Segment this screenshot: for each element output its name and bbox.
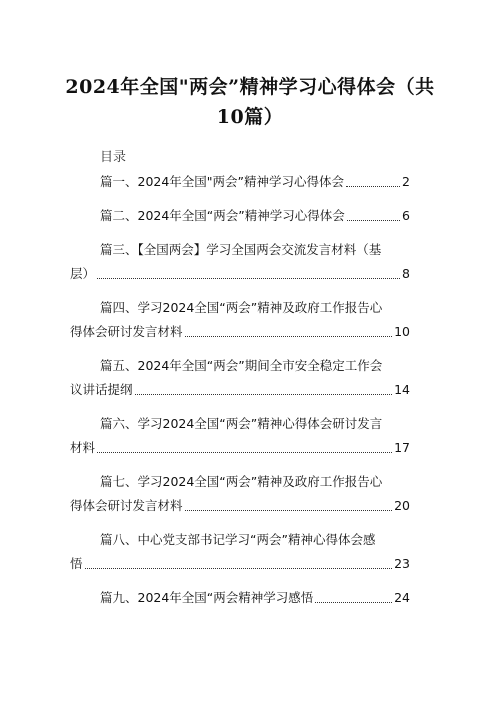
toc-entry[interactable] bbox=[70, 296, 410, 344]
toc-entry-text: 篇一、2024年全国"两会”精神学习心得体会 bbox=[100, 174, 345, 189]
dot-leader bbox=[97, 278, 400, 279]
toc-page-number: 17 bbox=[394, 440, 410, 455]
toc-entry-text-cont: 议讲话提纲 bbox=[70, 382, 133, 397]
toc-page-number: 23 bbox=[394, 556, 410, 571]
dot-leader bbox=[347, 220, 400, 221]
toc-list bbox=[70, 170, 410, 620]
toc-entry-text-cont: 得体会研讨发言材料 bbox=[70, 324, 183, 339]
toc-entry[interactable] bbox=[70, 354, 410, 402]
toc-entry-text-cont: 得体会研讨发言材料 bbox=[70, 498, 183, 513]
toc-entry-text: 篇八、中心党支部书记学习“两会”精神心得体会感 bbox=[100, 532, 376, 547]
dot-leader bbox=[185, 510, 393, 511]
toc-page-number: 24 bbox=[394, 590, 410, 605]
toc-entry[interactable] bbox=[70, 204, 410, 228]
toc-entry-text-cont: 材料 bbox=[70, 440, 96, 455]
toc-page-number: 10 bbox=[394, 324, 410, 339]
dot-leader bbox=[315, 602, 392, 603]
dot-leader bbox=[135, 394, 393, 395]
toc-entry-text: 篇六、学习2024全国“两会”精神心得体会研讨发言 bbox=[100, 416, 383, 431]
toc-entry-text: 篇四、学习2024全国“两会”精神及政府工作报告心 bbox=[100, 300, 383, 315]
toc-entry[interactable] bbox=[70, 412, 410, 460]
toc-entry-text-cont: 悟 bbox=[70, 556, 83, 571]
document-title: 2024年全国"两会”精神学习心得体会（共10篇） bbox=[65, 76, 435, 128]
toc-page-number: 8 bbox=[402, 266, 410, 281]
toc-entry-text: 篇七、学习2024全国“两会”精神及政府工作报告心 bbox=[100, 474, 383, 489]
toc-entry-text: 篇二、2024年全国“两会”精神学习心得体会 bbox=[100, 208, 345, 223]
dot-leader bbox=[97, 452, 392, 453]
toc-entry[interactable] bbox=[70, 170, 410, 194]
toc-entry-text: 篇三、【全国两会】学习全国两会交流发言材料（基 bbox=[100, 242, 382, 257]
toc-page-number: 14 bbox=[394, 382, 410, 397]
toc-entry-text-cont: 层） bbox=[70, 266, 96, 281]
toc-page-number: 6 bbox=[402, 208, 410, 223]
toc-entry[interactable] bbox=[70, 586, 410, 610]
toc-entry[interactable] bbox=[70, 238, 410, 286]
toc-entry-text: 篇五、2024年全国“两会”期间全市安全稳定工作会 bbox=[100, 358, 383, 373]
toc-entry[interactable] bbox=[70, 528, 410, 576]
dot-leader bbox=[185, 336, 393, 337]
dot-leader bbox=[85, 568, 393, 569]
toc-entry[interactable] bbox=[70, 470, 410, 518]
toc-label: 目录 bbox=[100, 150, 127, 165]
dot-leader bbox=[346, 186, 400, 187]
toc-entry-text: 篇九、2024年全国“两会精神学习感悟 bbox=[100, 590, 314, 605]
toc-page-number: 2 bbox=[402, 174, 410, 189]
toc-page-number: 20 bbox=[394, 498, 410, 513]
